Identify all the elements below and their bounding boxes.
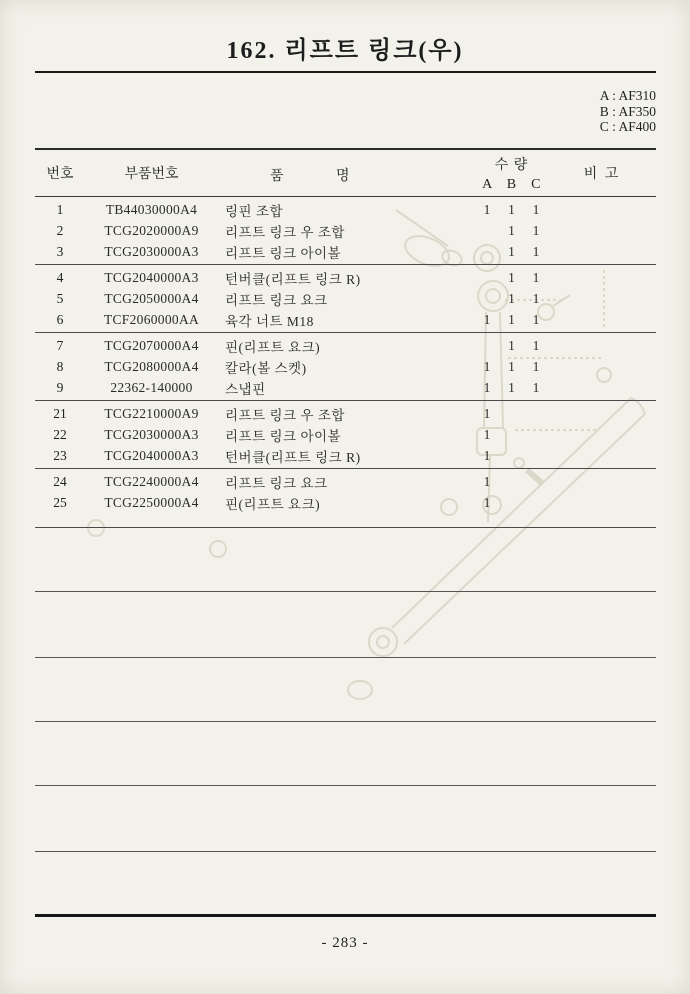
parts-table — [35, 148, 656, 917]
header-quantity-columns — [475, 177, 548, 193]
row-no: 8 — [56, 358, 64, 374]
part-name: 턴버클(리프트 링크 R) — [225, 449, 361, 465]
table-row — [35, 241, 656, 262]
qty-c: 1 — [532, 379, 540, 395]
legend-item-c: C : AF400 — [599, 119, 656, 134]
table-group-2 — [35, 265, 656, 333]
table-row — [35, 445, 656, 466]
header-quantity-label: 수 량 — [494, 158, 529, 173]
table-row — [35, 335, 656, 356]
qty-b: 1 — [508, 201, 515, 217]
qty-b: 1 — [508, 243, 515, 259]
qty-c: 1 — [532, 358, 540, 374]
part-number: TCG2040000A3 — [104, 447, 199, 463]
table-row — [35, 377, 656, 398]
qty-c: 1 — [532, 201, 540, 217]
part-name: 턴버클(리프트 링크 R) — [225, 271, 361, 287]
page-number: - 283 - — [321, 935, 369, 951]
part-number: TCG2020000A9 — [104, 222, 199, 238]
header-part-name — [218, 150, 475, 196]
qty-c: 1 — [532, 290, 540, 306]
empty-ruled-band — [35, 592, 656, 658]
qty-a: 1 — [483, 311, 491, 327]
qty-b: 1 — [508, 311, 515, 327]
part-number: TCG2080000A4 — [104, 358, 199, 374]
qty-a: 1 — [483, 473, 491, 489]
header-remarks: 비 고 — [583, 167, 621, 182]
part-number: TCG2030000A3 — [104, 243, 199, 259]
table-group-5 — [35, 469, 656, 528]
row-no: 6 — [56, 311, 64, 327]
row-no: 5 — [56, 290, 64, 306]
table-header — [35, 150, 656, 197]
table-row — [35, 267, 656, 288]
part-name: 핀(리프트 요크) — [225, 339, 321, 355]
qty-b: 1 — [508, 222, 515, 238]
header-name-right: 명 — [336, 169, 350, 184]
row-no: 7 — [56, 337, 64, 353]
empty-ruled-band — [35, 722, 656, 786]
row-no: 23 — [53, 447, 67, 463]
part-name: 스냅핀 — [225, 381, 266, 397]
header-part-number: 부품번호 — [124, 167, 179, 182]
qty-c: 1 — [532, 269, 540, 285]
part-number: TCG2070000A4 — [104, 337, 199, 353]
part-name: 리프트 링크 요크 — [225, 292, 328, 308]
part-number: TB44030000A4 — [105, 201, 198, 217]
row-no: 21 — [53, 405, 67, 421]
part-number: TCG2210000A9 — [104, 405, 199, 421]
qty-a: 1 — [483, 405, 491, 421]
qty-b: 1 — [508, 290, 515, 306]
part-number: TCG2040000A3 — [104, 269, 199, 285]
table-group-1 — [35, 197, 656, 265]
part-name: 육각 너트 M18 — [225, 313, 314, 329]
header-qty-a: A — [482, 177, 493, 192]
part-name: 리프트 링크 아이볼 — [225, 245, 342, 261]
row-no: 2 — [56, 222, 64, 238]
qty-c: 1 — [532, 311, 540, 327]
part-number: TCF2060000AA — [103, 311, 200, 327]
table-row — [35, 403, 656, 424]
legend-item-a: A : AF310 — [599, 88, 656, 103]
header-no: 번호 — [46, 167, 74, 182]
part-name: 리프트 링크 요크 — [225, 475, 328, 491]
header-qty-c: C — [531, 177, 541, 192]
empty-ruled-band — [35, 786, 656, 852]
title-rule — [35, 71, 656, 73]
header-quantity — [475, 150, 548, 196]
page-title: 162. 리프트 링크(우) — [226, 38, 464, 64]
table-group-3 — [35, 333, 656, 401]
header-name-left: 품 — [270, 169, 284, 184]
table-row — [35, 309, 656, 330]
qty-a: 1 — [483, 201, 491, 217]
header-qty-b: B — [506, 177, 517, 192]
row-no: 1 — [56, 201, 64, 217]
part-number: TCG2050000A4 — [104, 290, 199, 306]
part-name: 리프트 링크 아이볼 — [225, 428, 342, 444]
row-no: 4 — [56, 269, 64, 285]
part-name: 칼라(볼 스켓) — [225, 360, 307, 376]
table-row — [35, 356, 656, 377]
table-row — [35, 288, 656, 309]
qty-a: 1 — [483, 494, 491, 510]
model-legend — [600, 88, 656, 135]
qty-c: 1 — [532, 222, 540, 238]
empty-ruled-band — [35, 528, 656, 592]
part-name: 링핀 조합 — [225, 203, 284, 219]
qty-a: 1 — [483, 447, 491, 463]
table-row — [35, 220, 656, 241]
qty-c: 1 — [532, 243, 540, 259]
qty-a: 1 — [483, 426, 491, 442]
part-name: 핀(리프트 요크) — [225, 496, 321, 512]
legend-item-b: B : AF350 — [599, 103, 656, 119]
qty-c: 1 — [532, 337, 540, 353]
table-row — [35, 471, 656, 492]
qty-b: 1 — [508, 379, 515, 395]
table-row — [35, 199, 656, 220]
table-row — [35, 492, 656, 513]
qty-b: 1 — [508, 269, 515, 285]
qty-a: 1 — [483, 358, 491, 374]
row-no: 3 — [56, 243, 64, 259]
row-no: 22 — [53, 426, 67, 442]
qty-a: 1 — [483, 379, 491, 395]
row-no: 25 — [53, 494, 67, 510]
qty-b: 1 — [508, 358, 515, 374]
part-number: 22362-140000 — [110, 379, 193, 395]
part-number: TCG2250000A4 — [104, 494, 199, 510]
row-no: 24 — [53, 473, 67, 489]
table-row — [35, 424, 656, 445]
part-number: TCG2240000A4 — [104, 473, 199, 489]
empty-ruled-band — [35, 658, 656, 722]
table-group-4 — [35, 401, 656, 469]
empty-ruled-band — [35, 852, 656, 917]
part-name: 리프트 링크 우 조합 — [225, 407, 345, 423]
qty-b: 1 — [508, 337, 515, 353]
row-no: 9 — [56, 379, 64, 395]
part-number: TCG2030000A3 — [104, 426, 199, 442]
part-name: 리프트 링크 우 조합 — [225, 224, 345, 240]
